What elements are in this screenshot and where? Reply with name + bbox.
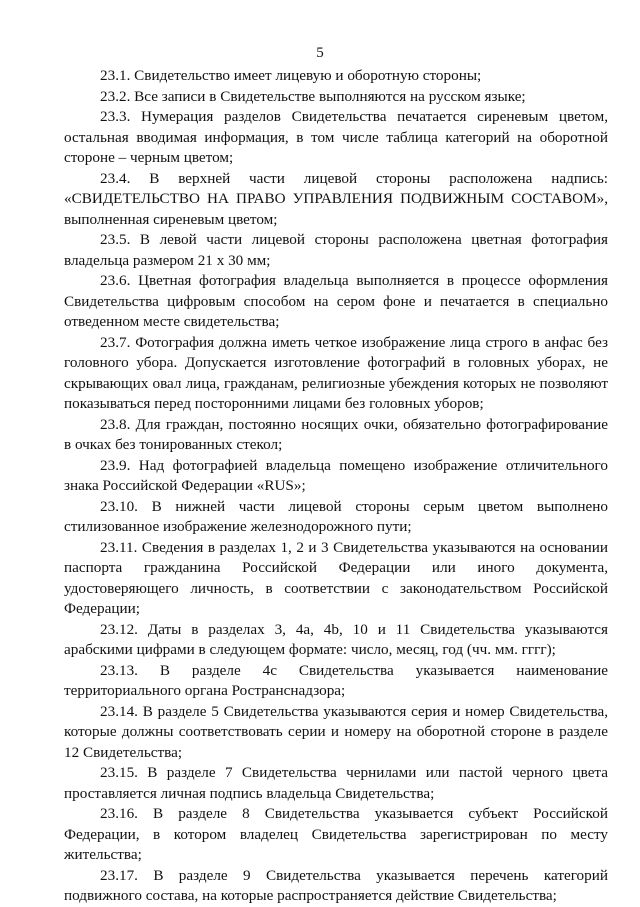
paragraph-23-4: 23.4. В верхней части лицевой стороны расположена надпись: «СВИДЕТЕЛЬСТВО НА ПРАВО УПРАВЛЕНИЯ ПОДВИЖНЫМ СОСТАВОМ», выполненная сиреневым цветом; <box>64 169 608 228</box>
paragraph-23-7: 23.7. Фотография должна иметь четкое изображение лица строго в анфас без головного убора. Допускается изготовление фотографий в головных уборах, не скрывающих овал лица, гражданам, религиозные убеждения которых не позволяют показываться перед посторонними лицами без головных уборов; <box>64 333 608 412</box>
paragraph-23-15: 23.15. В разделе 7 Свидетельства чернилами или пастой черного цвета проставляется личная подпись владельца Свидетельства; <box>64 764 608 802</box>
paragraph-23-8: 23.8. Для граждан, постоянно носящих очки, обязательно фотографирование в очках без тонированных стекол; <box>64 415 608 453</box>
paragraph-23-10: 23.10. В нижней части лицевой стороны серым цветом выполнено стилизованное изображение железнодорожного пути; <box>64 497 608 535</box>
paragraph-23-9: 23.9. Над фотографией владельца помещено изображение отличительного знака Российской Федерации «RUS»; <box>64 456 608 494</box>
paragraph-23-16: 23.16. В разделе 8 Свидетельства указывается субъект Российской Федерации, в котором владелец Свидетельства зарегистрирован по месту жительства; <box>64 805 608 863</box>
paragraph-23-2: 23.2. Все записи в Свидетельстве выполняются на русском языке; <box>100 87 526 105</box>
paragraph-23-3: 23.3. Нумерация разделов Свидетельства печатается сиреневым цветом, остальная вводимая информация, в том числе таблица категорий на оборотной стороне – черным цветом; <box>64 108 608 166</box>
paragraph-23-12: 23.12. Даты в разделах 3, 4a, 4b, 10 и 11 Свидетельства указываются арабскими цифрами в следующем формате: число, месяц, год (чч. мм. гггг); <box>64 620 608 658</box>
page-number: 5 <box>316 45 324 61</box>
paragraph-23-1: 23.1. Свидетельство имеет лицевую и оборотную стороны; <box>100 67 482 84</box>
paragraph-23-14: 23.14. В разделе 5 Свидетельства указываются серия и номер Свидетельства, которые должны соответствовать серии и номеру на оборотной стороне в разделе 12 Свидетельства; <box>64 702 608 761</box>
document-body <box>64 66 608 907</box>
paragraph-23-13: 23.13. В разделе 4c Свидетельства указывается наименование территориального органа Ространснадзора; <box>64 661 608 699</box>
paragraph-23-11: 23.11. Сведения в разделах 1, 2 и 3 Свидетельства указываются на основании паспорта гражданина Российской Федерации или иного документа, удостоверяющего личность, в соответствии с законодательством Российской Федерации; <box>64 538 608 617</box>
paragraph-23-5: 23.5. В левой части лицевой стороны расположена цветная фотография владельца размером 21 x 30 мм; <box>64 231 608 269</box>
paragraph-23-17: 23.17. В разделе 9 Свидетельства указывается перечень категорий подвижного состава, на которые распространяется действие Свидетельства; <box>64 866 608 904</box>
paragraph-23-6: 23.6. Цветная фотография владельца выполняется в процессе оформления Свидетельства цифровым способом на сером фоне и печатается в специально отведенном месте свидетельства; <box>64 272 608 330</box>
